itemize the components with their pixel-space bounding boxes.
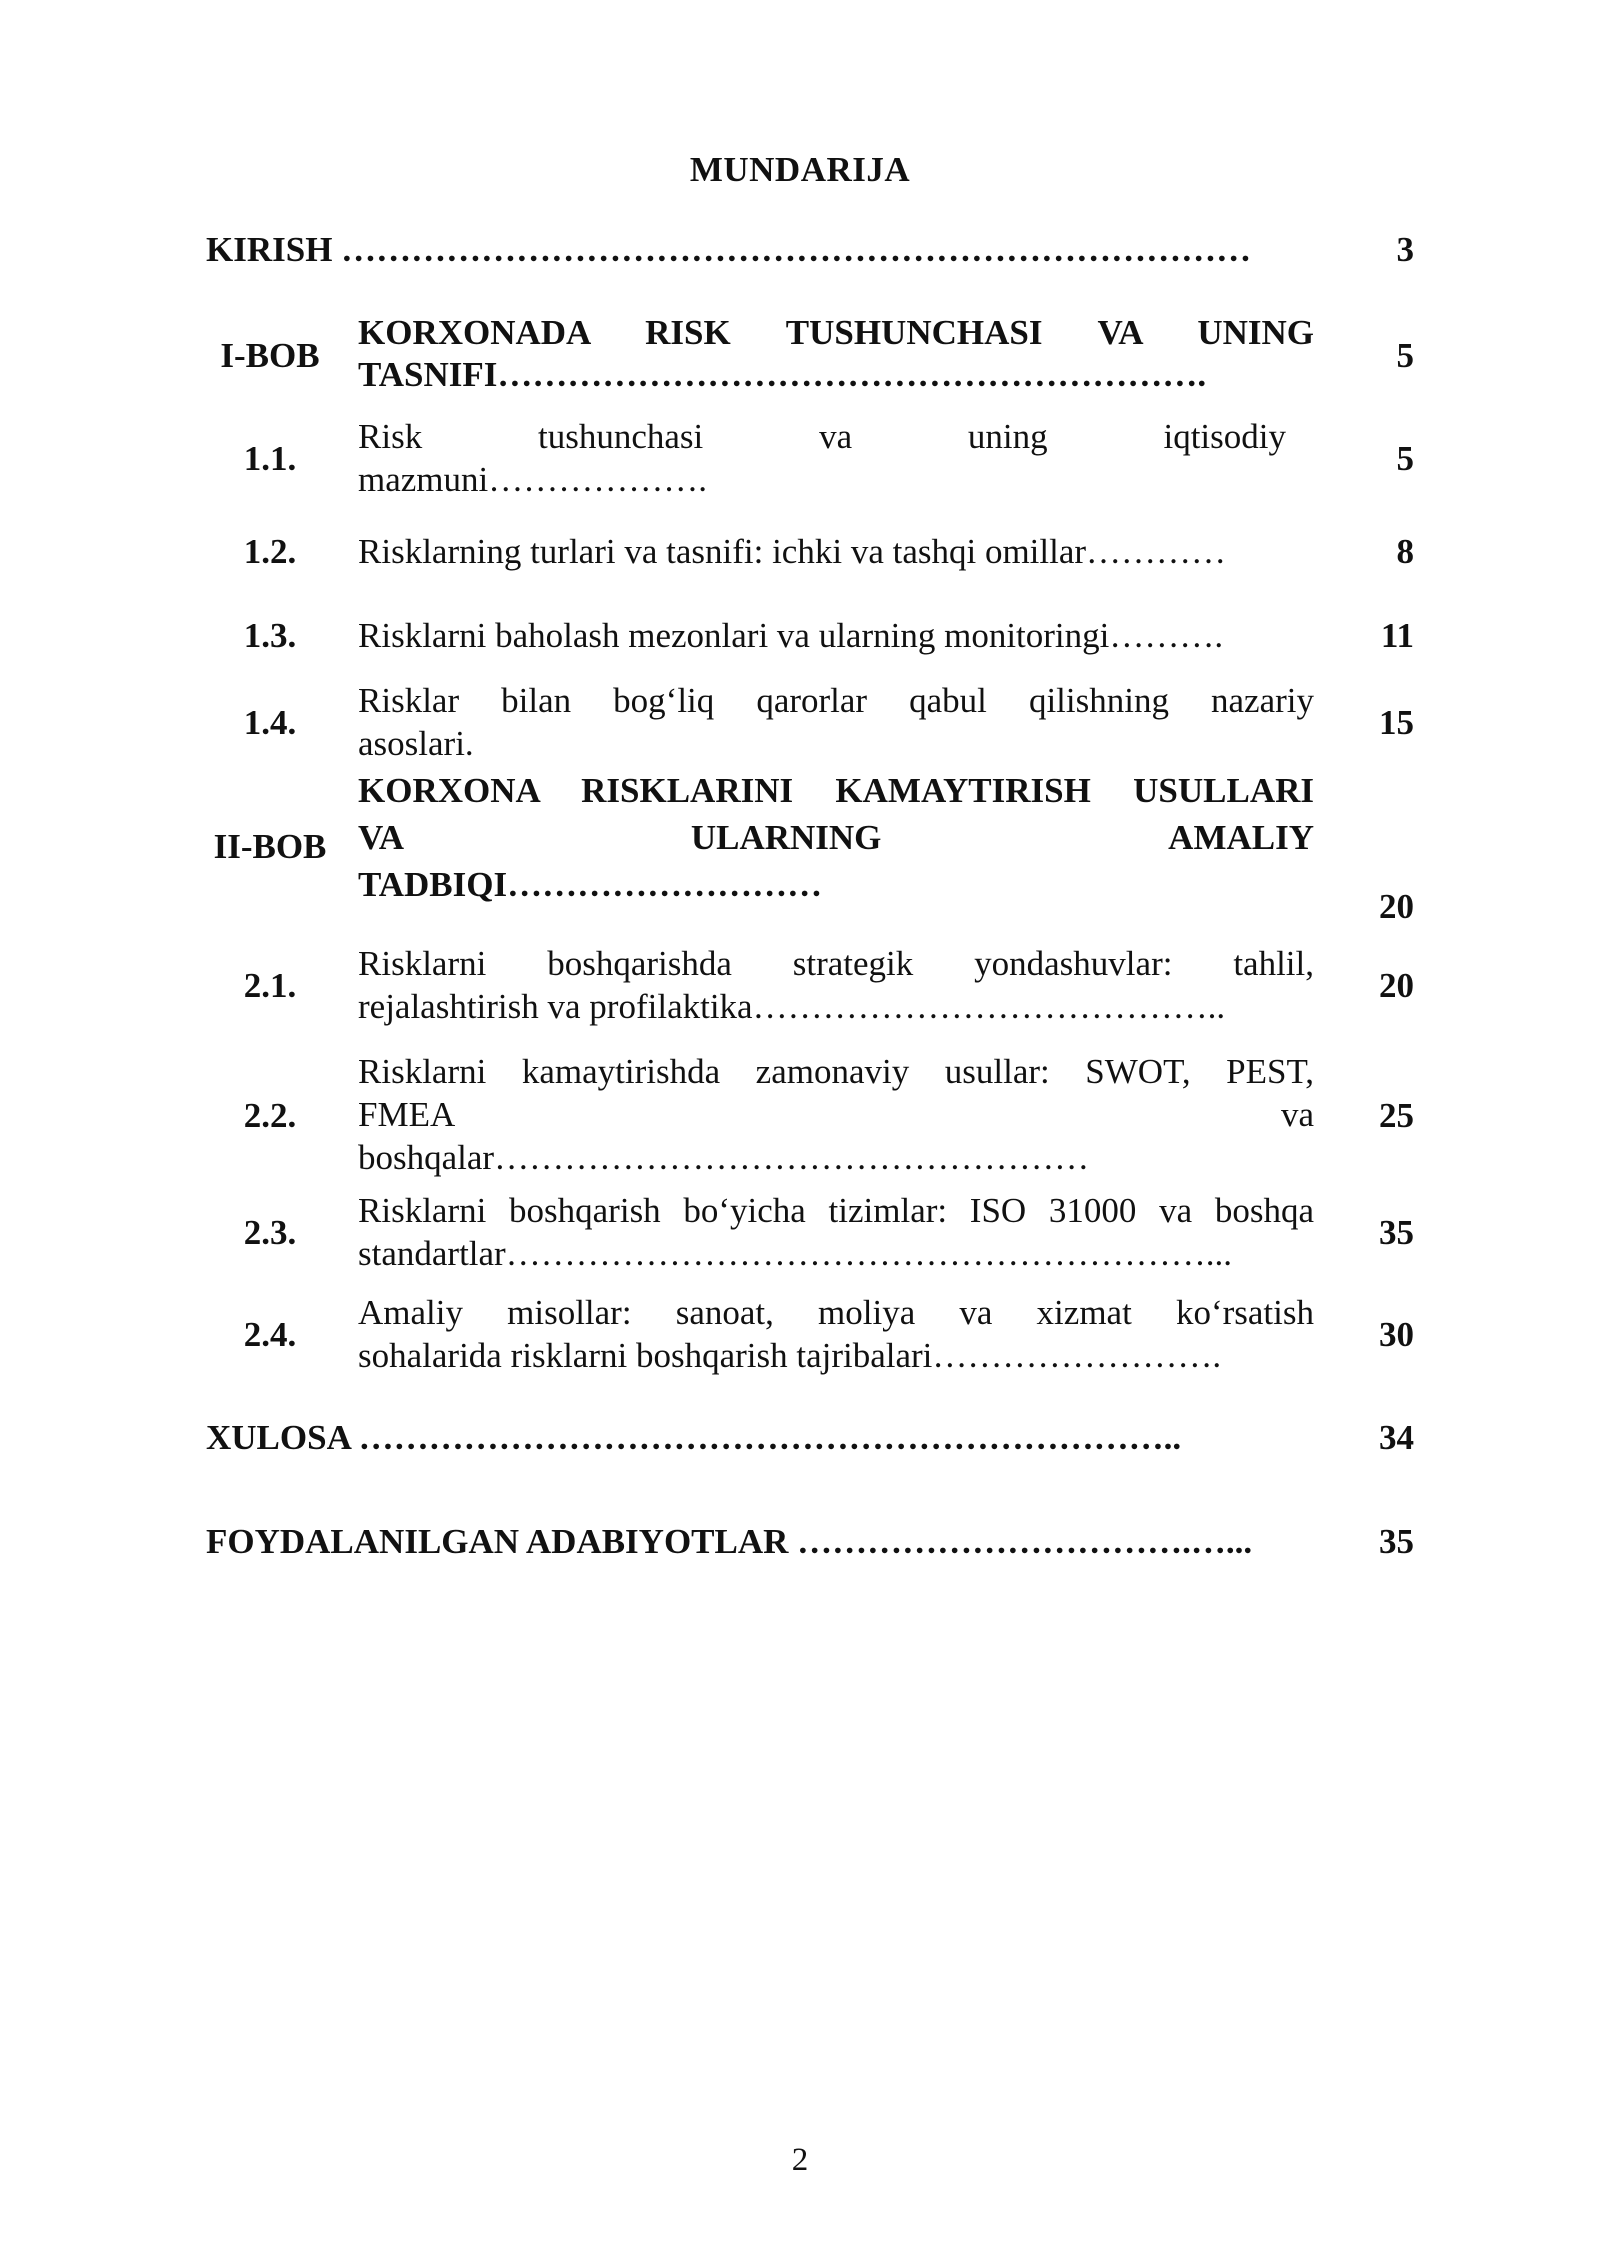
toc-text-line: VA ULARNING AMALIY <box>358 818 1314 857</box>
toc-page-number: 15 <box>1379 703 1414 742</box>
toc-text-line: KORXONADA RISK TUSHUNCHASI VA UNING <box>358 313 1314 352</box>
toc-text-line: Risk tushunchasi va uning iqtisodiy <box>358 417 1286 456</box>
toc-entry-text: Risklarni baholash mezonlari va ularning monitoringi………. <box>358 616 1224 655</box>
toc-page-number: 30 <box>1379 1315 1414 1354</box>
toc-text-line: TADBIQI……………………… <box>358 865 823 904</box>
toc-entry-text <box>358 942 1314 1028</box>
toc-page-number: 25 <box>1379 1096 1414 1135</box>
toc-entry-text <box>358 767 1314 908</box>
toc-entry-text <box>358 312 1314 396</box>
toc-text-line: asoslari. <box>358 724 474 763</box>
toc-page-number: 8 <box>1396 532 1414 571</box>
toc-entry-label: 2.1. <box>243 966 297 1005</box>
toc-entry-text <box>358 1291 1314 1377</box>
toc-entry-label: I-BOB <box>220 336 320 375</box>
toc-text-line: Amaliy misollar: sanoat, moliya va xizmat ko‘rsatish <box>358 1293 1314 1332</box>
toc-page-number: 34 <box>1379 1418 1414 1457</box>
toc-text-line: sohalarida risklarni boshqarish tajribalari……………………. <box>358 1336 1222 1375</box>
toc-page-number: 35 <box>1379 1213 1414 1252</box>
toc-entry-label: 1.2. <box>243 532 297 571</box>
toc-entry-text: XULOSA …………………………………………………………….. <box>206 1418 1182 1457</box>
toc-entry-label: 1.1. <box>243 439 297 478</box>
toc-text-line: mazmuni………………. <box>358 460 707 499</box>
toc-entry-text <box>358 415 1286 501</box>
toc-entry-text: Risklarning turlari va tasnifi: ichki va tashqi omillar………… <box>358 532 1227 571</box>
toc-text-line: Risklarni boshqarish bo‘yicha tizimlar: ISO 31000 va boshqa <box>358 1191 1314 1230</box>
toc-page-number: 5 <box>1396 439 1414 478</box>
toc-text-line: boshqalar…………………………………………… <box>358 1138 1090 1177</box>
toc-text-line: Risklarni boshqarishda strategik yondashuvlar: tahlil, <box>358 944 1314 983</box>
toc-entry-label: 2.2. <box>243 1096 297 1135</box>
toc-text-line: TASNIFI……………………………………………………. <box>358 355 1207 394</box>
toc-text-line: rejalashtirish va profilaktika………………………………….. <box>358 987 1226 1026</box>
toc-text-line: standartlar……………………………………………………... <box>358 1234 1232 1273</box>
toc-entry-text: FOYDALANILGAN ADABIYOTLAR …………………………….…... <box>206 1522 1253 1561</box>
toc-entry-label: 1.3. <box>243 616 297 655</box>
toc-page-number: 20 <box>1379 887 1414 926</box>
page-number: 2 <box>791 2142 809 2178</box>
toc-entry-text <box>358 1050 1314 1179</box>
toc-page-number: 35 <box>1379 1522 1414 1561</box>
toc-text-line: Risklarni kamaytirishda zamonaviy usullar: SWOT, PEST, <box>358 1052 1314 1091</box>
toc-entry-label: 1.4. <box>243 703 297 742</box>
toc-page-number: 20 <box>1379 966 1414 1005</box>
toc-text-line: FMEA va <box>358 1095 1314 1134</box>
toc-entry-label: 2.4. <box>243 1315 297 1354</box>
toc-text-line: KORXONA RISKLARINI KAMAYTIRISH USULLARI <box>358 771 1314 810</box>
toc-entry-label: 2.3. <box>243 1213 297 1252</box>
toc-entry-label: II-BOB <box>213 827 327 866</box>
toc-entry-text: KIRISH …………………………………………………………………… <box>206 230 1252 269</box>
toc-page-number: 3 <box>1396 230 1414 269</box>
toc-entry-text <box>358 1189 1314 1275</box>
page-title: MUNDARIJA <box>689 150 911 189</box>
toc-page-number: 11 <box>1380 616 1414 655</box>
toc-text-line: Risklar bilan bog‘liq qarorlar qabul qilishning nazariy <box>358 681 1314 720</box>
toc-entry-text <box>358 679 1314 765</box>
toc-page-number: 5 <box>1396 336 1414 375</box>
